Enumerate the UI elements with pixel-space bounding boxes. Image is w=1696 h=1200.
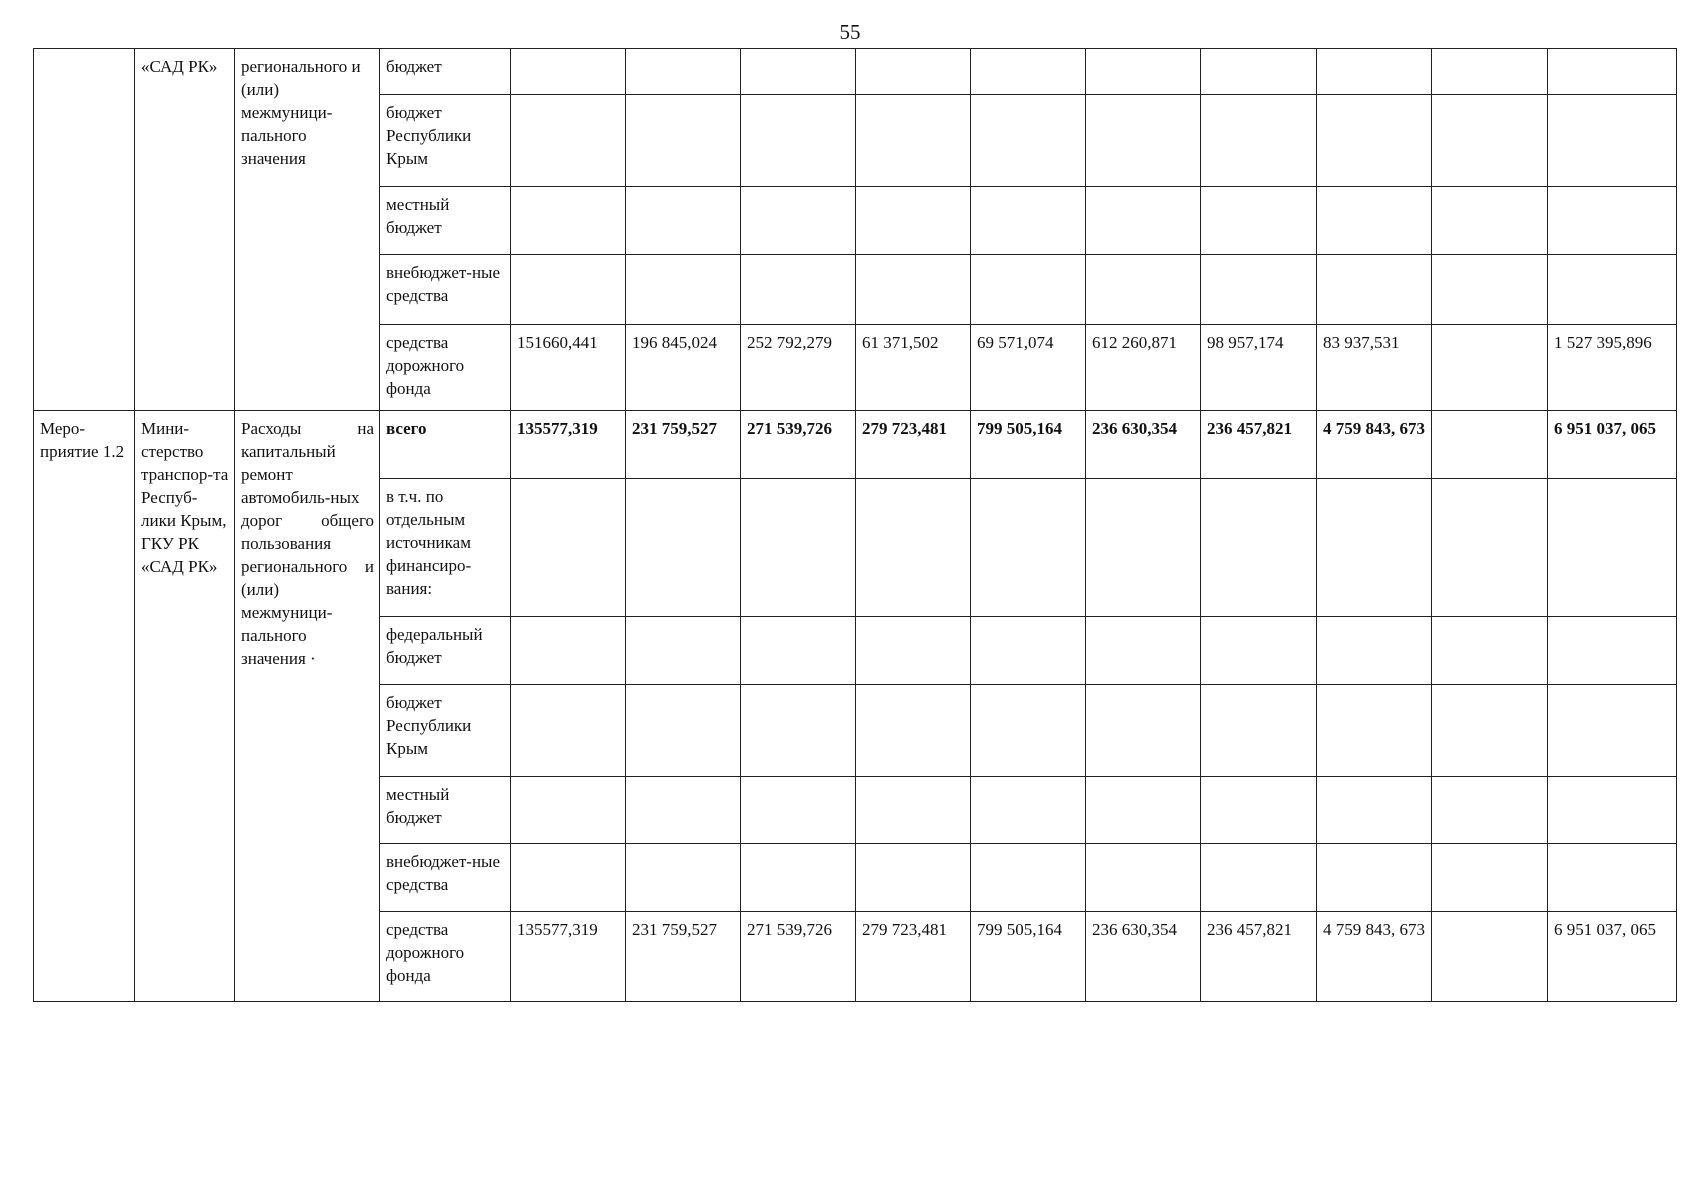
value-cell [971, 617, 1086, 685]
value-cell [511, 617, 626, 685]
value-cell [1317, 777, 1432, 844]
value-cell [511, 255, 626, 325]
value-cell [1548, 95, 1677, 187]
value-cell: 4 759 843, 673 [1317, 912, 1432, 1002]
value-cell: 61 371,502 [856, 325, 971, 411]
value-cell [856, 255, 971, 325]
value-cell [971, 777, 1086, 844]
budget-table [33, 48, 1677, 1002]
value-cell [1432, 95, 1548, 187]
value-cell: 236 457,821 [1201, 411, 1317, 479]
value-cell [1086, 479, 1201, 617]
value-cell [1432, 777, 1548, 844]
value-cell [741, 617, 856, 685]
value-cell [741, 95, 856, 187]
value-cell [1086, 49, 1201, 95]
event-cell: Меро-приятие 1.2 [34, 411, 135, 1002]
value-cell: 98 957,174 [1201, 325, 1317, 411]
value-cell: 135577,319 [511, 912, 626, 1002]
executor-cell: Мини-стерство транспор-та Респуб-лики Крым, ГКУ РК «САД РК» [135, 411, 235, 1002]
value-cell [971, 95, 1086, 187]
value-cell [971, 255, 1086, 325]
value-cell: 1 527 395,896 [1548, 325, 1677, 411]
value-cell [511, 777, 626, 844]
value-cell [1432, 844, 1548, 912]
value-cell [1548, 685, 1677, 777]
value-cell [1432, 187, 1548, 255]
value-cell [1086, 844, 1201, 912]
value-cell [1548, 187, 1677, 255]
value-cell: 151660,441 [511, 325, 626, 411]
value-cell [1086, 255, 1201, 325]
funding-source-cell: местный бюджет [380, 777, 511, 844]
value-cell [511, 49, 626, 95]
value-cell: 83 937,531 [1317, 325, 1432, 411]
table-row [34, 49, 1677, 95]
value-cell: 236 630,354 [1086, 912, 1201, 1002]
value-cell [1548, 844, 1677, 912]
value-cell [626, 685, 741, 777]
funding-source-cell: средства дорожного фонда [380, 912, 511, 1002]
value-cell: 279 723,481 [856, 912, 971, 1002]
value-cell [856, 685, 971, 777]
value-cell: 271 539,726 [741, 912, 856, 1002]
value-cell [626, 49, 741, 95]
value-cell: 252 792,279 [741, 325, 856, 411]
value-cell [856, 479, 971, 617]
value-cell [1201, 777, 1317, 844]
value-cell [1201, 617, 1317, 685]
executor-cell: «САД РК» [135, 49, 235, 411]
value-cell: 6 951 037, 065 [1548, 411, 1677, 479]
value-cell: 236 630,354 [1086, 411, 1201, 479]
value-cell [741, 255, 856, 325]
value-cell [971, 844, 1086, 912]
value-cell [1432, 255, 1548, 325]
value-cell [1201, 49, 1317, 95]
value-cell: 196 845,024 [626, 325, 741, 411]
value-cell [1086, 777, 1201, 844]
value-cell [626, 187, 741, 255]
value-cell: 279 723,481 [856, 411, 971, 479]
value-cell [1432, 685, 1548, 777]
value-cell: 69 571,074 [971, 325, 1086, 411]
value-cell [1086, 685, 1201, 777]
funding-source-cell: внебюджет-ные средства [380, 844, 511, 912]
value-cell [856, 844, 971, 912]
value-cell [1086, 187, 1201, 255]
value-cell: 6 951 037, 065 [1548, 912, 1677, 1002]
value-cell [1201, 95, 1317, 187]
value-cell [856, 617, 971, 685]
value-cell [1432, 325, 1548, 411]
value-cell [1548, 49, 1677, 95]
value-cell: 231 759,527 [626, 411, 741, 479]
value-cell [626, 777, 741, 844]
value-cell [1432, 479, 1548, 617]
value-cell [971, 187, 1086, 255]
value-cell [856, 49, 971, 95]
value-cell [741, 777, 856, 844]
value-cell [1432, 49, 1548, 95]
value-cell [741, 479, 856, 617]
value-cell: 612 260,871 [1086, 325, 1201, 411]
value-cell: 236 457,821 [1201, 912, 1317, 1002]
value-cell [856, 95, 971, 187]
value-cell: 799 505,164 [971, 912, 1086, 1002]
value-cell [1548, 777, 1677, 844]
funding-source-cell: средства дорожного фонда [380, 325, 511, 411]
table-row [34, 411, 1677, 479]
value-cell [626, 255, 741, 325]
value-cell: 231 759,527 [626, 912, 741, 1002]
value-cell [1317, 187, 1432, 255]
value-cell [1317, 479, 1432, 617]
value-cell [1201, 685, 1317, 777]
value-cell [1548, 479, 1677, 617]
value-cell [856, 777, 971, 844]
value-cell [741, 844, 856, 912]
value-cell: 271 539,726 [741, 411, 856, 479]
description-cell: регионального и (или) межмуници-пального значения [235, 49, 380, 411]
value-cell [1317, 844, 1432, 912]
funding-source-cell: федеральный бюджет [380, 617, 511, 685]
value-cell [741, 49, 856, 95]
value-cell [1201, 255, 1317, 325]
value-cell [971, 685, 1086, 777]
value-cell [741, 187, 856, 255]
value-cell [511, 844, 626, 912]
value-cell [1432, 617, 1548, 685]
value-cell [1317, 685, 1432, 777]
value-cell [971, 49, 1086, 95]
value-cell [626, 617, 741, 685]
value-cell [1317, 49, 1432, 95]
value-cell [626, 95, 741, 187]
page-number: 55 [839, 20, 861, 44]
value-cell [1317, 95, 1432, 187]
value-cell: 135577,319 [511, 411, 626, 479]
value-cell [1432, 411, 1548, 479]
value-cell [1317, 255, 1432, 325]
event-cell [34, 49, 135, 411]
value-cell: 799 505,164 [971, 411, 1086, 479]
value-cell [1548, 255, 1677, 325]
funding-source-cell: местный бюджет [380, 187, 511, 255]
funding-source-cell: в т.ч. по отдельным источникам финансиро-вания: [380, 479, 511, 617]
funding-source-cell: бюджет [380, 49, 511, 95]
funding-source-cell: внебюджет-ные средства [380, 255, 511, 325]
value-cell [511, 685, 626, 777]
value-cell [1086, 617, 1201, 685]
value-cell [1201, 844, 1317, 912]
value-cell [511, 95, 626, 187]
value-cell [1432, 912, 1548, 1002]
value-cell [511, 479, 626, 617]
value-cell [1201, 479, 1317, 617]
value-cell [1201, 187, 1317, 255]
value-cell [971, 479, 1086, 617]
value-cell [1086, 95, 1201, 187]
value-cell [856, 187, 971, 255]
value-cell [626, 479, 741, 617]
value-cell: 4 759 843, 673 [1317, 411, 1432, 479]
funding-source-cell: бюджет Республики Крым [380, 95, 511, 187]
budget-table-body [34, 49, 1677, 1002]
description-cell: Расходы на капитальный ремонт автомобиль-ных дорог общего пользования регионального и (или) межмуници-пального значения · [235, 411, 380, 1002]
value-cell [511, 187, 626, 255]
funding-source-cell: бюджет Республики Крым [380, 685, 511, 777]
value-cell [1317, 617, 1432, 685]
value-cell [741, 685, 856, 777]
funding-source-cell: всего [380, 411, 511, 479]
value-cell [1548, 617, 1677, 685]
value-cell [626, 844, 741, 912]
